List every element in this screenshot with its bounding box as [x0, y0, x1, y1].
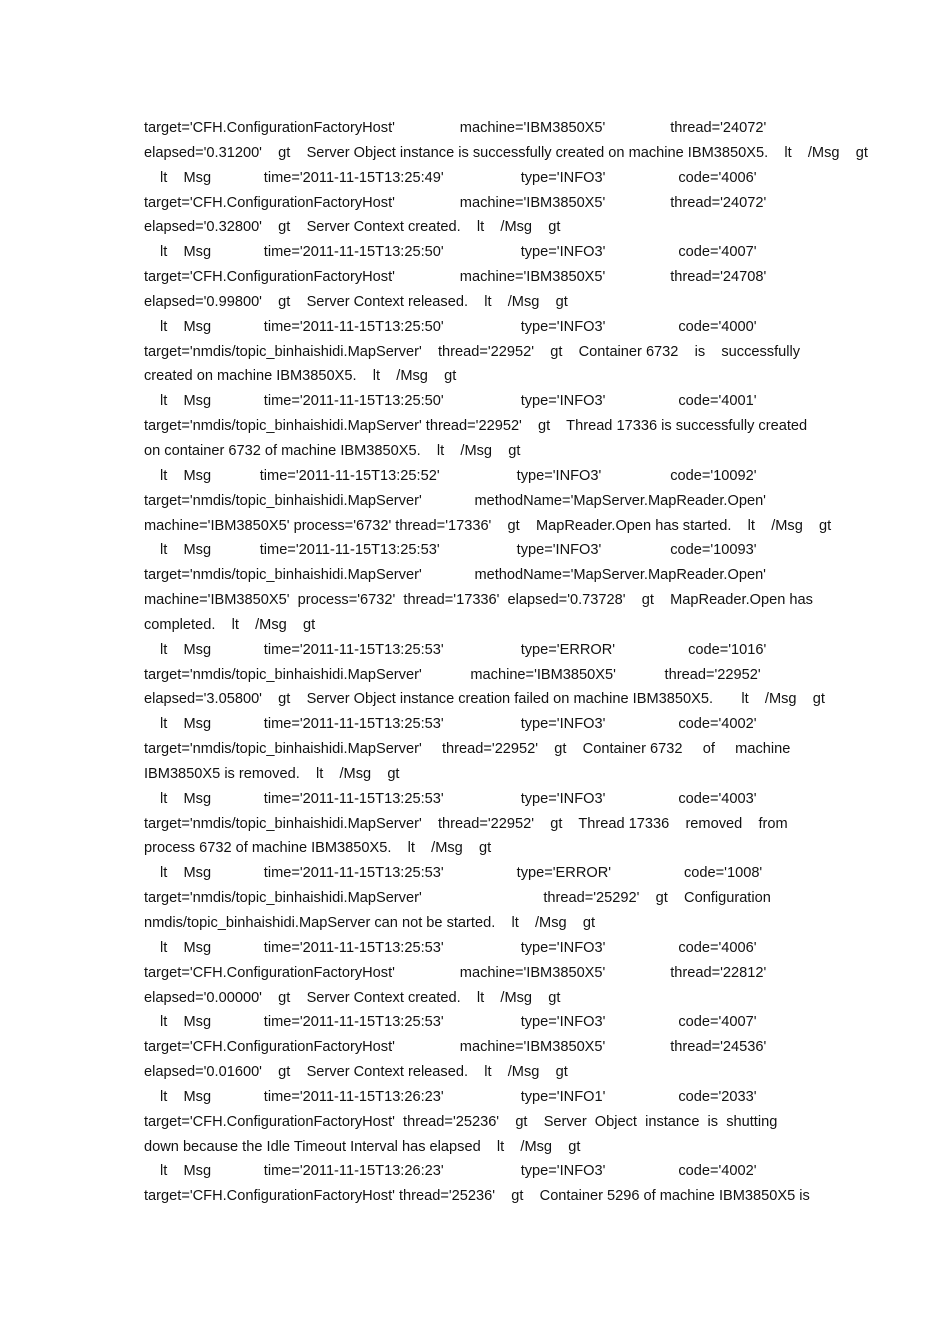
- log-line: target='CFH.ConfigurationFactoryHost' machine='IBM3850X5' thread='24536': [144, 1039, 767, 1056]
- log-line: lt Msg time='2011-11-15T13:25:50' type='INFO3' code='4000': [160, 318, 757, 335]
- log-line: target='CFH.ConfigurationFactoryHost' machine='IBM3850X5' thread='24708': [144, 269, 767, 286]
- log-text-body: [144, 116, 868, 1209]
- log-line: process 6732 of machine IBM3850X5. lt /Msg gt: [144, 840, 492, 857]
- log-line: lt Msg time='2011-11-15T13:25:50' type='INFO3' code='4001': [160, 393, 757, 410]
- log-line: target='nmdis/topic_binhaishidi.MapServer' methodName='MapServer.MapReader.Open': [144, 567, 766, 584]
- log-line: target='CFH.ConfigurationFactoryHost' thread='25236' gt Container 5296 of machine IBM3850X5 is: [144, 1188, 810, 1205]
- log-line: target='nmdis/topic_binhaishidi.MapServer' thread='25292' gt Configuration: [144, 890, 771, 907]
- log-line: target='nmdis/topic_binhaishidi.MapServer' thread='22952' gt Container 6732 is successfully: [144, 343, 801, 360]
- log-line: created on machine IBM3850X5. lt /Msg gt: [144, 368, 457, 385]
- log-line: target='CFH.ConfigurationFactoryHost' thread='25236' gt Server Object instance is shutting: [144, 1113, 778, 1130]
- log-line: target='nmdis/topic_binhaishidi.MapServer' machine='IBM3850X5' thread='22952': [144, 666, 761, 683]
- log-line: elapsed='0.99800' gt Server Context released. lt /Msg gt: [144, 293, 568, 310]
- log-line: lt Msg time='2011-11-15T13:25:53' type='ERROR' code='1016': [160, 641, 767, 658]
- log-line: machine='IBM3850X5' process='6732' thread='17336' elapsed='0.73728' gt MapReader.Open has: [144, 592, 813, 609]
- log-line: machine='IBM3850X5' process='6732' thread='17336' gt MapReader.Open has started. lt /Msg gt: [144, 517, 832, 534]
- log-line: lt Msg time='2011-11-15T13:25:52' type='INFO3' code='10092': [160, 467, 757, 484]
- log-line: lt Msg time='2011-11-15T13:26:23' type='INFO3' code='4002': [160, 1163, 757, 1180]
- log-line: target='nmdis/topic_binhaishidi.MapServer' thread='22952' gt Thread 17336 is successfully created: [144, 418, 808, 435]
- log-line: lt Msg time='2011-11-15T13:25:53' type='INFO3' code='4002': [160, 716, 757, 733]
- log-line: lt Msg time='2011-11-15T13:25:49' type='INFO3' code='4006': [160, 169, 757, 186]
- log-line: down because the Idle Timeout Interval has elapsed lt /Msg gt: [144, 1138, 581, 1155]
- log-line: elapsed='0.31200' gt Server Object instance is successfully created on machine IBM3850X5. lt /Msg gt: [144, 144, 868, 161]
- log-line: lt Msg time='2011-11-15T13:25:53' type='ERROR' code='1008': [160, 865, 763, 882]
- log-line: lt Msg time='2011-11-15T13:25:53' type='INFO3' code='4006': [160, 939, 757, 956]
- log-line: target='CFH.ConfigurationFactoryHost' machine='IBM3850X5' thread='22812': [144, 964, 767, 981]
- log-line: nmdis/topic_binhaishidi.MapServer can not be started. lt /Msg gt: [144, 915, 596, 931]
- log-line: target='nmdis/topic_binhaishidi.MapServer' thread='22952' gt Container 6732 of machine: [144, 741, 791, 758]
- log-line: lt Msg time='2011-11-15T13:25:53' type='INFO3' code='4003': [160, 790, 757, 807]
- log-line: on container 6732 of machine IBM3850X5. lt /Msg gt: [144, 442, 521, 459]
- log-line: target='nmdis/topic_binhaishidi.MapServer' thread='22952' gt Thread 17336 removed from: [144, 815, 788, 832]
- log-line: target='CFH.ConfigurationFactoryHost' machine='IBM3850X5' thread='24072': [144, 194, 767, 211]
- log-line: target='nmdis/topic_binhaishidi.MapServer' methodName='MapServer.MapReader.Open': [144, 492, 766, 509]
- log-line: elapsed='0.00000' gt Server Context created. lt /Msg gt: [144, 989, 561, 1006]
- log-line: lt Msg time='2011-11-15T13:25:53' type='INFO3' code='4007': [160, 1014, 757, 1031]
- log-line: completed. lt /Msg gt: [144, 616, 316, 633]
- log-line: lt Msg time='2011-11-15T13:25:53' type='INFO3' code='10093': [160, 542, 757, 559]
- log-line: elapsed='3.05800' gt Server Object instance creation failed on machine IBM3850X5. lt /Msg gt: [144, 691, 825, 708]
- log-line: IBM3850X5 is removed. lt /Msg gt: [144, 765, 400, 782]
- log-line: elapsed='0.01600' gt Server Context released. lt /Msg gt: [144, 1064, 568, 1081]
- log-line: lt Msg time='2011-11-15T13:26:23' type='INFO1' code='2033': [160, 1088, 757, 1105]
- log-line: lt Msg time='2011-11-15T13:25:50' type='INFO3' code='4007': [160, 244, 757, 261]
- log-line: elapsed='0.32800' gt Server Context created. lt /Msg gt: [144, 219, 561, 236]
- log-line: target='CFH.ConfigurationFactoryHost' machine='IBM3850X5' thread='24072': [144, 120, 767, 136]
